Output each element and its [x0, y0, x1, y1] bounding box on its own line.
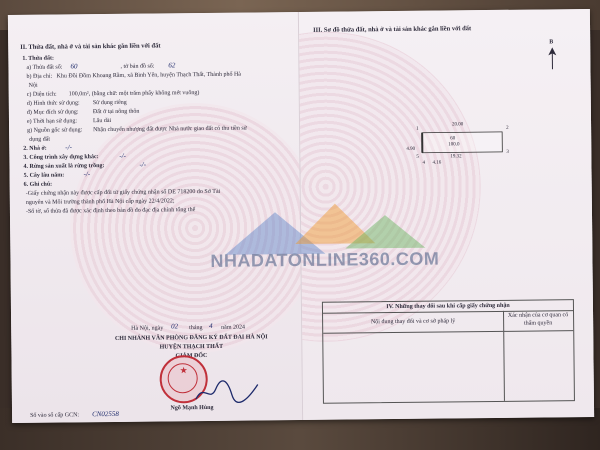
address-continued: Nội [28, 82, 38, 89]
origin-label: g) Nguồn gốc sử dụng: [27, 127, 83, 134]
col-confirm-header: Xác nhận của cơ quan có thẩm quyền [507, 312, 569, 327]
house-label: 2. Nhà ở: [23, 145, 47, 152]
tree-label: 5. Cây lâu năm: [23, 172, 65, 179]
signer-name: Ngô Mạnh Hùng [170, 404, 214, 412]
register-number: CN02558 [92, 409, 119, 419]
land-parcel-plan [412, 122, 512, 165]
plan-length-bottom: 19.32 [450, 154, 462, 160]
section-2-title: II. Thửa đất, nhà ở và tài sản khác gắn liền với đất [20, 42, 161, 51]
parcel-heading: 1. Thửa đất: [22, 55, 55, 62]
north-indicator: B [549, 39, 554, 46]
address-value: Khu Đồi Đồm Khoang Rầm, xã Bình Yên, huyện Thạch Thất, Thành phố Hà [56, 71, 241, 80]
changes-table [322, 299, 575, 404]
issue-month: 4 [209, 321, 213, 330]
issue-day: 02 [171, 322, 179, 331]
forest-label: 4. Rừng sản xuất là rừng trồng: [23, 163, 105, 170]
plan-parcel-no: 60 [450, 136, 456, 142]
notes-label: 6. Ghi chú: [23, 181, 53, 188]
origin-value: Nhận chuyển nhượng đất được Nhà nước giao đất có thu tiền sử [93, 125, 247, 134]
house-value: -/- [65, 143, 72, 152]
office-line-2: HUYỆN THẠCH THẤT [159, 343, 224, 351]
changes-col-content [323, 311, 503, 334]
parcel-no: 60 [70, 62, 78, 71]
note-line-1: -Giấy chứng nhận này được cấp đổi từ giấy chứng nhận số DE 718200 do Sở Tài [25, 188, 221, 197]
section-3-title: III. Sơ đồ thửa đất, nhà ở và tài sản khác gắn liền với đất [313, 25, 472, 34]
changes-col-confirm [503, 310, 573, 332]
section-4-title: IV. Những thay đổi sau khi cấp giấy chứng nhận [386, 302, 510, 311]
plan-vertex-5: 5 [416, 154, 419, 160]
plan-vertex-3: 3 [506, 149, 509, 155]
plan-vertex-4: 4 [422, 160, 425, 166]
tree-value: -/- [83, 170, 91, 179]
plan-vertex-1: 1 [416, 126, 419, 132]
register-label: Số vào sổ cấp GCN: [30, 412, 80, 419]
parcel-no-label: a) Thửa đất số: [26, 64, 63, 71]
origin-continued: dụng đất [29, 136, 51, 143]
plan-vertex-2: 2 [506, 125, 509, 131]
north-arrow-icon [547, 47, 557, 69]
other-construction-value: -/- [119, 151, 127, 160]
map-sheet-label: , tờ bản đồ số: [120, 63, 155, 70]
watermark-text: NHADATONLINE360.COM [210, 248, 440, 271]
decorative-seal-background [298, 30, 482, 343]
other-construction-label: 3. Công trình xây dựng khác: [23, 154, 99, 161]
note-line-3: -Số tờ, số thửa đã được xác định theo bản đồ đo đạc địa chính tổng thể [25, 207, 196, 215]
star-icon: ★ [179, 365, 188, 376]
usage-term-value: Lâu dài [92, 117, 112, 125]
plan-area: 100.0 [448, 142, 460, 148]
usage-term-label: e) Thời hạn sử dụng: [26, 118, 78, 125]
certificate-sheet [8, 9, 594, 423]
usage-form-label: d) Hình thức sử dụng: [26, 100, 80, 107]
plan-length-top: 20.00 [452, 122, 464, 128]
office-line-1: CHI NHÁNH VĂN PHÒNG ĐĂNG KÝ ĐẤT ĐAI HÀ NỘI [114, 334, 268, 342]
usage-purpose-label: đ) Mục đích sử dụng: [26, 109, 79, 116]
map-sheet-no: 62 [168, 61, 176, 70]
address-label: b) Địa chỉ: [26, 73, 53, 80]
usage-purpose-value: Đất ở tại nông thôn [92, 108, 140, 116]
month-label: tháng [189, 325, 203, 332]
year-label: năm 2024 [221, 324, 246, 331]
usage-form-value: Sử dụng riêng [92, 99, 127, 107]
place-date-prefix: Hà Nội, ngày [131, 325, 164, 332]
area-value: 100,0m², (bằng chữ: một trăm phẩy không mét vuông) [68, 90, 200, 98]
office-line-3: GIÁM ĐỐC [175, 352, 208, 360]
forest-value: -/- [139, 160, 147, 169]
plan-length-small: 4.16 [432, 160, 442, 166]
plan-length-left: 4.90 [406, 146, 416, 152]
col-content-header: Nội dung thay đổi và cơ sở pháp lý [370, 318, 456, 326]
note-line-2: nguyên và Môi trường thành phố Hà Nội cấp ngày 22/4/2022; [25, 198, 175, 206]
area-label: c) Diện tích: [26, 91, 57, 98]
